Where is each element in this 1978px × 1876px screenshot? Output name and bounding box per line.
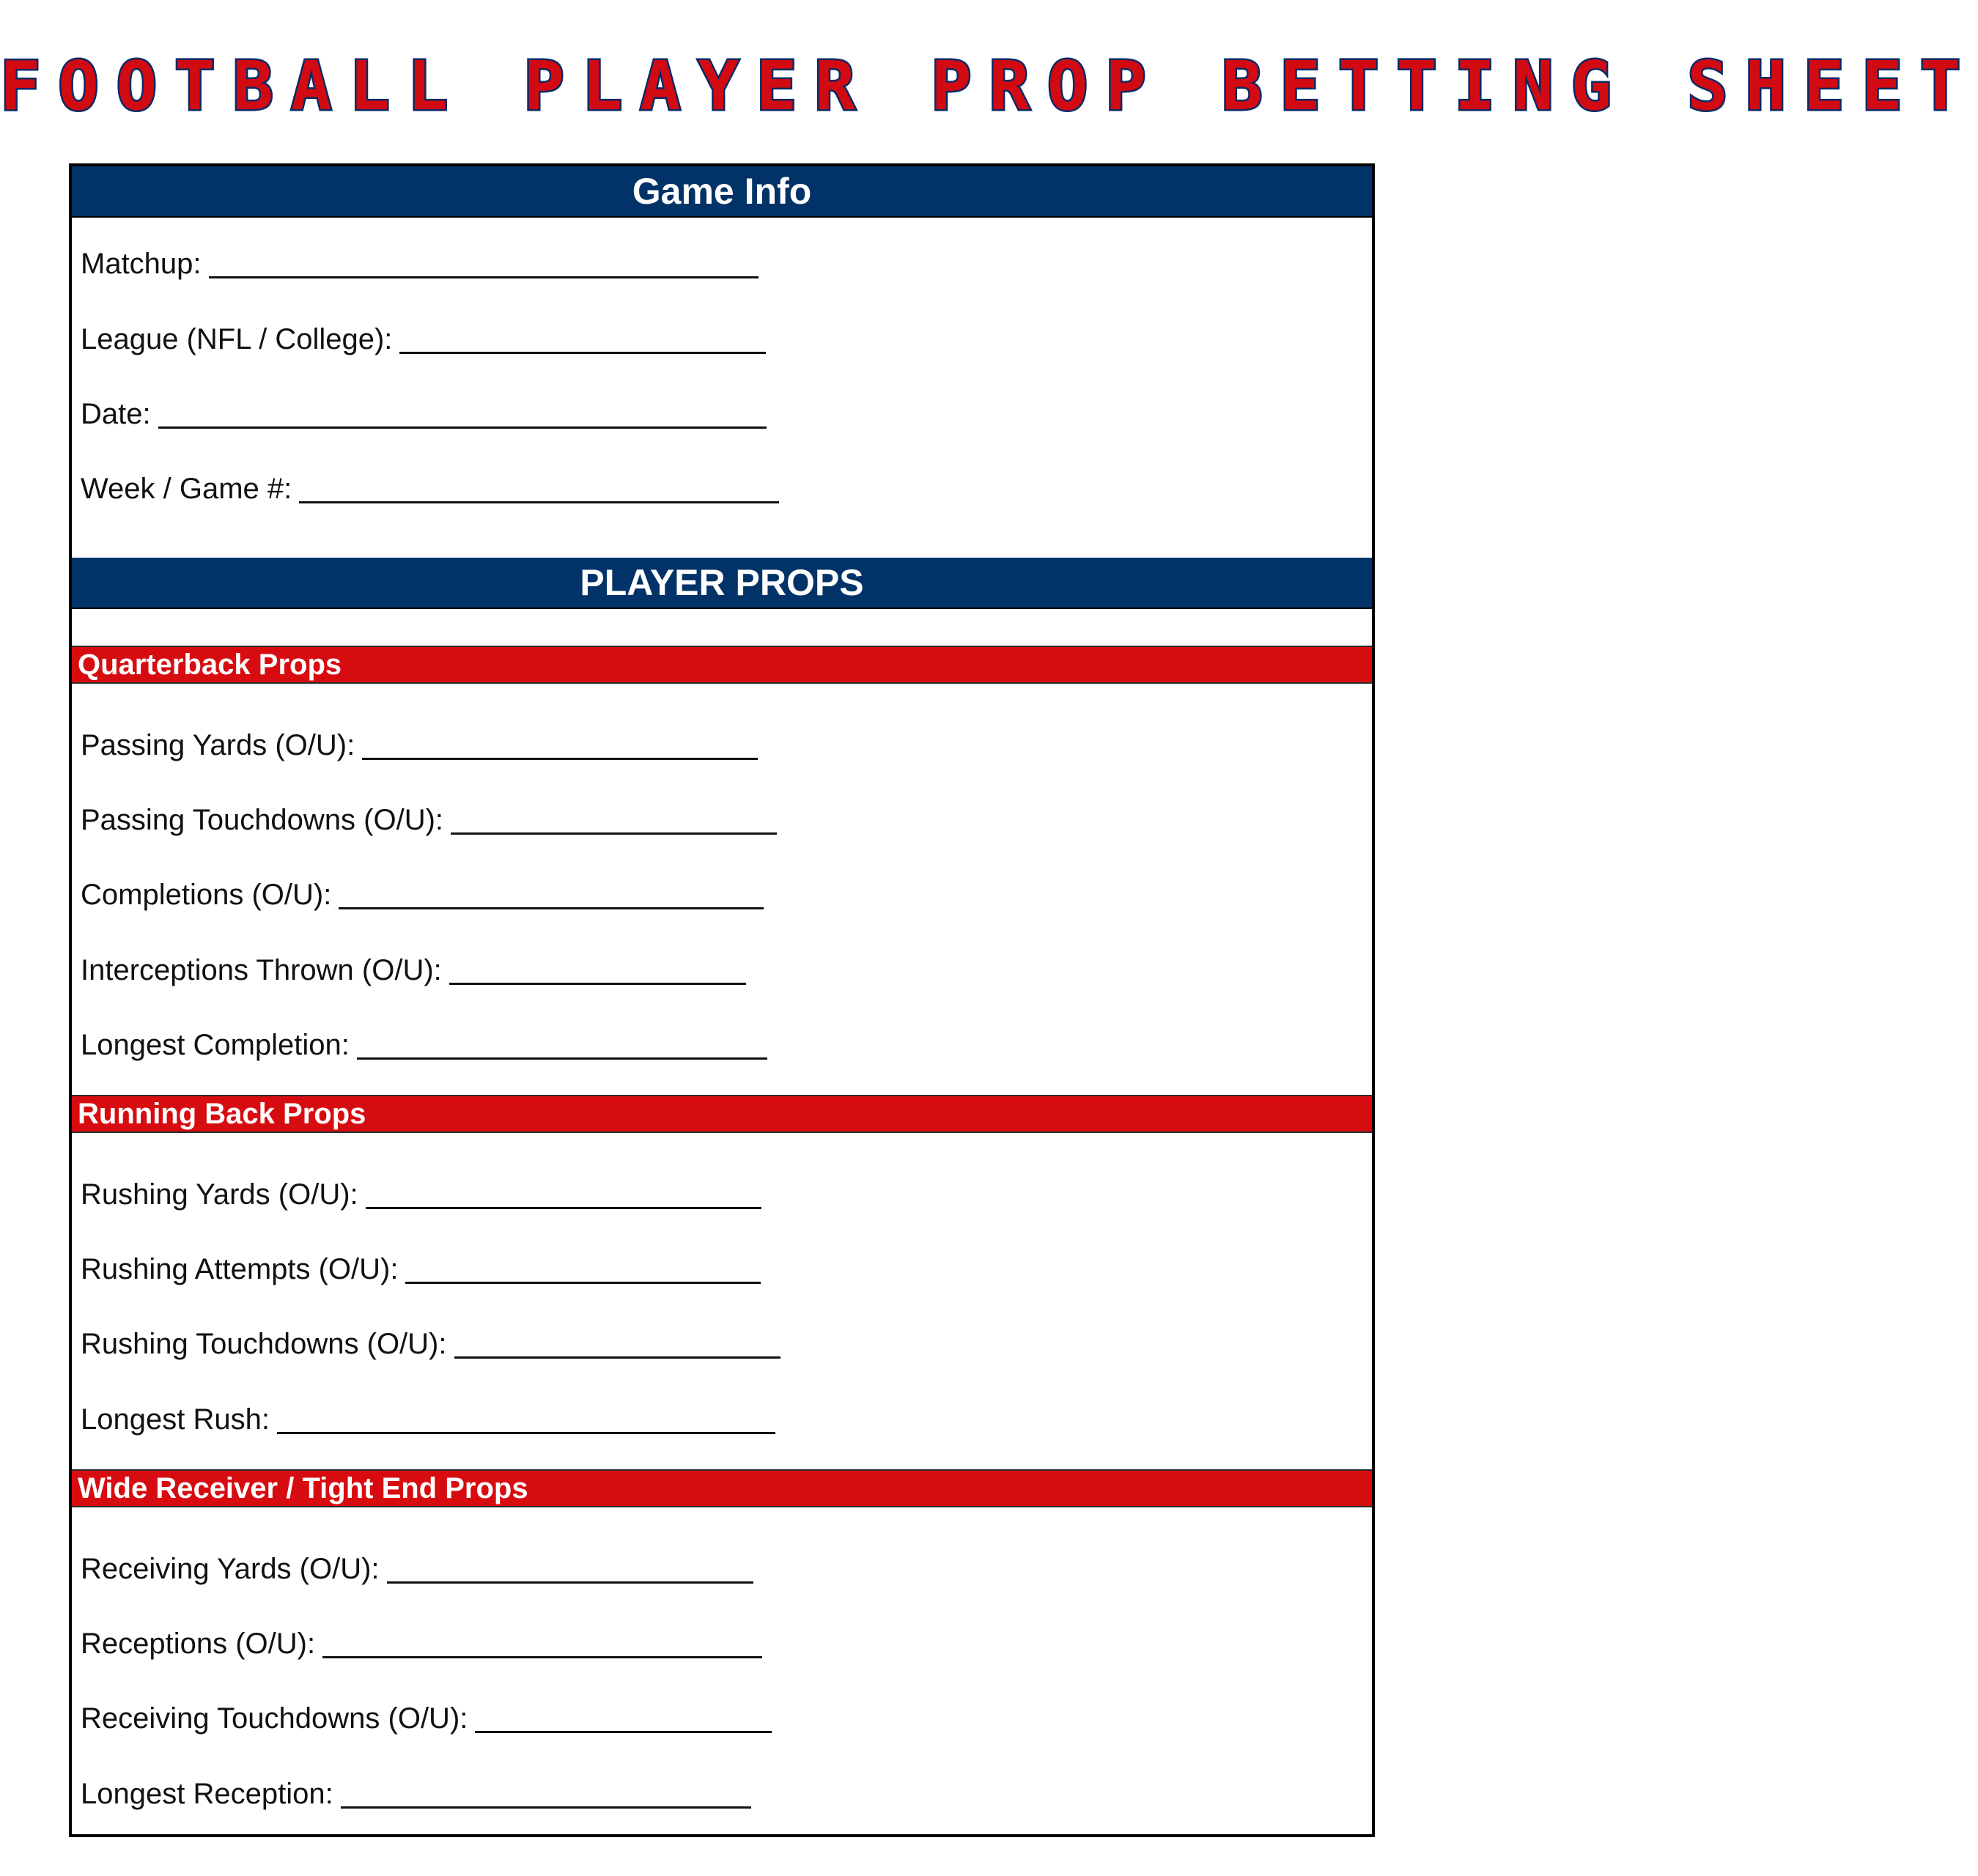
page-title: FOOTBALL PLAYER PROP BETTING SHEET: [0, 47, 1978, 125]
week-game-blank[interactable]: [299, 501, 779, 503]
date-label: Date:: [81, 398, 151, 430]
prop-label: Rushing Attempts (O/U):: [81, 1253, 399, 1285]
prop-blank[interactable]: [387, 1581, 753, 1584]
prop-label: Rushing Touchdowns (O/U):: [81, 1328, 447, 1360]
prop-label: Rushing Yards (O/U):: [81, 1178, 358, 1211]
prop-blank[interactable]: [449, 982, 746, 985]
league-field[interactable]: [81, 313, 766, 357]
prop-blank[interactable]: [454, 1356, 781, 1359]
rb-prop-field[interactable]: [81, 1243, 761, 1287]
prop-label: Passing Touchdowns (O/U):: [81, 804, 444, 836]
wr-te-prop-field[interactable]: [81, 1543, 753, 1587]
prop-blank[interactable]: [322, 1655, 762, 1658]
wr-te-prop-field[interactable]: [81, 1617, 762, 1661]
prop-blank[interactable]: [341, 1806, 751, 1809]
prop-label: Longest Reception:: [81, 1778, 333, 1810]
prop-blank[interactable]: [405, 1281, 761, 1284]
date-blank[interactable]: [158, 426, 767, 429]
game-info-header: Game Info: [72, 166, 1372, 218]
qb-prop-field[interactable]: [81, 1019, 767, 1063]
matchup-label: Matchup:: [81, 248, 202, 280]
player-props-header: PLAYER PROPS: [72, 558, 1372, 609]
rb-section-header: Running Back Props: [72, 1095, 1372, 1133]
wr-te-prop-field[interactable]: [81, 1768, 751, 1812]
date-field[interactable]: [81, 388, 767, 432]
prop-label: Completions (O/U):: [81, 879, 332, 911]
qb-section-header: Quarterback Props: [72, 646, 1372, 684]
prop-blank[interactable]: [366, 1206, 761, 1209]
league-label: League (NFL / College):: [81, 323, 393, 355]
week-game-field[interactable]: [81, 462, 779, 506]
week-game-label: Week / Game #:: [81, 473, 292, 505]
league-blank[interactable]: [399, 351, 766, 354]
prop-label: Passing Yards (O/U):: [81, 729, 355, 761]
qb-prop-field[interactable]: [81, 944, 746, 988]
wr-te-prop-field[interactable]: [81, 1692, 772, 1736]
prop-blank[interactable]: [475, 1730, 772, 1733]
prop-label: Receiving Touchdowns (O/U):: [81, 1702, 468, 1735]
prop-label: Longest Rush:: [81, 1403, 270, 1436]
qb-prop-field[interactable]: [81, 719, 758, 763]
prop-blank[interactable]: [451, 832, 777, 835]
prop-blank[interactable]: [339, 906, 764, 909]
prop-label: Interceptions Thrown (O/U):: [81, 954, 442, 986]
rb-prop-field[interactable]: [81, 1318, 781, 1362]
matchup-blank[interactable]: [209, 276, 759, 278]
matchup-field[interactable]: [81, 237, 759, 281]
prop-label: Receptions (O/U):: [81, 1628, 316, 1660]
qb-prop-field[interactable]: [81, 794, 777, 838]
prop-label: Receiving Yards (O/U):: [81, 1553, 380, 1585]
rb-prop-field[interactable]: [81, 1168, 761, 1212]
prop-blank[interactable]: [277, 1431, 775, 1434]
prop-blank[interactable]: [362, 757, 758, 760]
qb-prop-field[interactable]: [81, 868, 764, 912]
prop-blank[interactable]: [357, 1057, 767, 1060]
betting-sheet: [69, 163, 1375, 1837]
rb-prop-field[interactable]: [81, 1393, 775, 1437]
prop-label: Longest Completion:: [81, 1029, 350, 1061]
wr-te-section-header: Wide Receiver / Tight End Props: [72, 1469, 1372, 1507]
